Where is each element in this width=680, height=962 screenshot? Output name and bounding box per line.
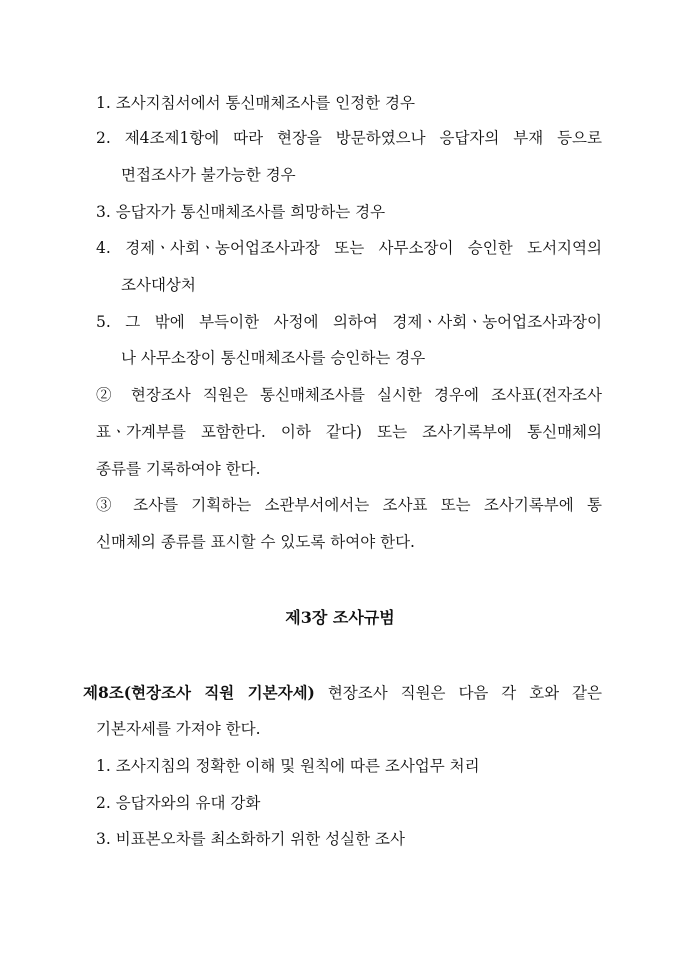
list-item-2-continuation: 면접조사가 불가능한 경우 [121, 166, 296, 184]
article-title: 제8조(현장조사 직원 기본자세) [83, 683, 315, 702]
list-item-text: 응답자가 통신매체조사를 희망하는 경우 [115, 203, 386, 221]
article-text: 현장조사 직원은 다음 각 호와 같은 [327, 684, 602, 702]
list-item-text: 조사지침의 정확한 이해 및 원칙에 따른 조사업무 처리 [115, 757, 480, 775]
paragraph-2-line-3: 종류를 기록하여야 한다. [96, 460, 261, 478]
chapter-heading: 제3장 조사규범 [285, 608, 395, 627]
list-item-text: 제4조제1항에 따라 현장을 방문하였으나 응답자의 부재 등으로 [124, 129, 602, 147]
paragraph-2-line-1: ② 현장조사 직원은 통신매체조사를 실시한 경우에 조사표(전자조사 [96, 386, 602, 404]
list-item-5 [96, 312, 602, 332]
list-item-number: 3. [96, 203, 111, 221]
list-item-3 [96, 202, 385, 222]
paragraph-2-line-2: 표ㆍ가계부를 포함한다. 이하 같다) 또는 조사기록부에 통신매체의 [96, 423, 602, 441]
paragraph-3-line-2: 신매체의 종류를 표시할 수 있도록 하여야 한다. [96, 533, 415, 551]
list-item-number: 1. [96, 94, 111, 112]
list-item-text: 조사지침서에서 통신매체조사를 인정한 경우 [115, 94, 416, 112]
list-item-number: 4. [96, 239, 111, 257]
list-item-4-continuation: 조사대상처 [121, 276, 196, 294]
list-item-1 [96, 93, 415, 113]
list-item-5-continuation: 나 사무소장이 통신매체조사를 승인하는 경우 [121, 349, 426, 367]
article-8-line-1 [83, 683, 602, 703]
list-item-text: 경제ㆍ사회ㆍ농어업조사과장 또는 사무소장이 승인한 도서지역의 [125, 239, 602, 257]
list-item-2 [96, 128, 602, 148]
list-item-4 [96, 238, 602, 258]
paragraph-3-line-1: ③ 조사를 기획하는 소관부서에서는 조사표 또는 조사기록부에 통 [96, 496, 602, 514]
article-8-item-2 [96, 793, 260, 813]
article-8-item-1 [96, 756, 480, 776]
list-item-text: 비표본오차를 최소화하기 위한 성실한 조사 [115, 830, 405, 848]
list-item-text: 그 밖에 부득이한 사정에 의하여 경제ㆍ사회ㆍ농어업조사과장이 [125, 313, 602, 331]
list-item-number: 1. [96, 757, 111, 775]
article-8-line-2: 기본자세를 가져야 한다. [96, 720, 261, 738]
article-8-item-3 [96, 829, 405, 849]
list-item-number: 2. [96, 794, 111, 812]
list-item-number: 5. [96, 313, 111, 331]
list-item-text: 응답자와의 유대 강화 [115, 794, 261, 812]
list-item-number: 3. [96, 830, 111, 848]
list-item-number: 2. [96, 129, 111, 147]
